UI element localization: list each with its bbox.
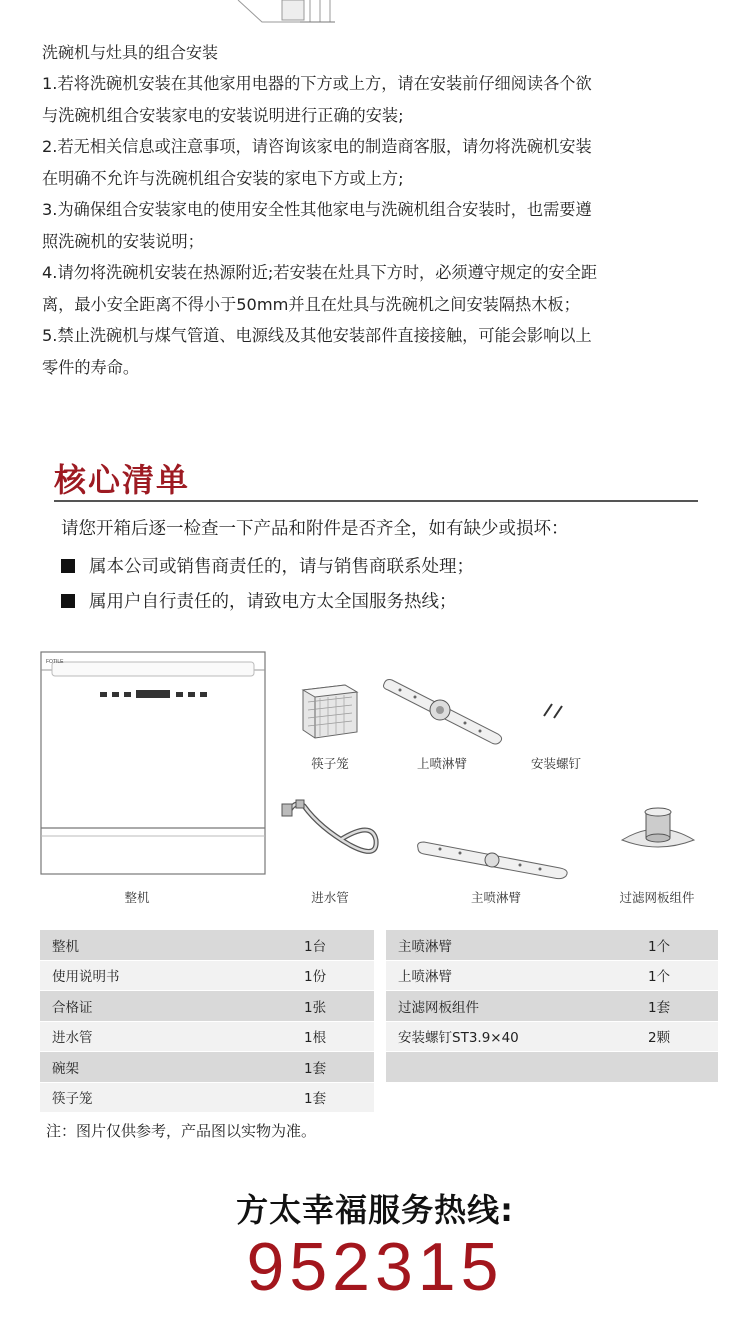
installation-line: 零件的寿命。: [42, 357, 140, 377]
item-qty: 1个: [648, 938, 671, 955]
table-row: [40, 991, 374, 1022]
installation-illustration: [0, 0, 750, 40]
item-qty: 1套: [648, 999, 671, 1016]
table-row: [386, 961, 718, 992]
bullet-text: 属用户自行责任的，请致电方太全国服务热线；: [89, 592, 457, 612]
table-row: [40, 1022, 374, 1053]
installation-line: 3.为确保组合安装家电的使用安全性其他家电与洗碗机组合安装时，也需要遵: [42, 200, 592, 219]
installation-line: 4.请勿将洗碗机安装在热源附近;若安装在灶具下方时，必须遵守规定的安全距: [42, 263, 598, 282]
item-name: 碗架: [52, 1060, 79, 1077]
table-row: [386, 1022, 718, 1053]
table-row: [386, 991, 718, 1022]
table-row: [40, 961, 374, 992]
installation-line: 离，最小安全距离不得小于50mm并且在灶具与洗碗机之间安装隔热木板；: [42, 294, 580, 314]
item-name: 筷子笼: [52, 1091, 93, 1108]
table-row: [40, 1083, 374, 1114]
item-qty: 1份: [304, 969, 327, 986]
dishwasher-machine-image: [41, 652, 265, 874]
upper-spray-arm-image: [384, 680, 502, 745]
item-qty: 1个: [648, 969, 671, 986]
item-name: 主喷淋臂: [398, 938, 452, 955]
installation-line: 2.若无相关信息或注意事项，请咨询该家电的制造商客服，请勿将洗碗机安装: [42, 137, 592, 156]
item-name: 上喷淋臂: [398, 969, 452, 986]
hotline-label: 方太幸福服务热线:: [236, 1191, 514, 1229]
installation-line: 与洗碗机组合安装家电的安装说明进行正确的安装;: [42, 105, 404, 125]
square-bullet-icon: [61, 594, 75, 608]
chopstick-basket-caption: 筷子笼: [311, 756, 349, 771]
installation-line: 照洗碗机的安装说明；: [42, 231, 204, 251]
parts-drawing: [0, 640, 750, 920]
item-qty: 1套: [304, 1091, 327, 1108]
bullet-text: 属本公司或销售商责任的，请与销售商联系处理；: [89, 557, 474, 577]
table-row-empty: [386, 1052, 718, 1083]
hotline-number: 952315: [246, 1229, 504, 1305]
filter-caption: 过滤网板组件: [619, 890, 695, 905]
screws-image: [544, 704, 562, 718]
table-row: [386, 930, 718, 961]
section-divider: [54, 500, 698, 502]
core-list-intro: 请您开箱后逐一检查一下产品和附件是否齐全，如有缺少或损坏：: [61, 519, 569, 539]
item-name: 安装螺钉ST3.9×40: [398, 1030, 519, 1047]
main-spray-arm-caption: 主喷淋臂: [470, 890, 522, 905]
inlet-hose-image: [282, 800, 376, 851]
item-name: 合格证: [52, 999, 93, 1016]
bullet-item: [61, 588, 457, 613]
bullet-item: [61, 553, 474, 578]
core-list-title: 核心清单: [54, 461, 191, 499]
item-qty: 1台: [304, 938, 327, 955]
installation-title: 洗碗机与灶具的组合安装: [42, 43, 219, 62]
upper-spray-arm-caption: 上喷淋臂: [416, 756, 468, 771]
item-qty: 1张: [304, 999, 327, 1016]
installation-line: 在明确不允许与洗碗机组合安装的家电下方或上方;: [42, 168, 404, 188]
screws-caption: 安装螺钉: [530, 756, 582, 771]
item-name: 整机: [52, 938, 79, 955]
item-name: 进水管: [52, 1030, 93, 1047]
item-qty: 2颗: [648, 1030, 671, 1047]
parts-illustrations: [0, 640, 750, 920]
installation-line: 5.禁止洗碗机与煤气管道、电源线及其他安装部件直接接触，可能会影响以上: [42, 326, 592, 345]
filter-assembly-image: [622, 808, 694, 847]
chopstick-basket-image: [303, 685, 357, 738]
machine-caption: 整机: [124, 890, 150, 905]
installation-notes: [42, 38, 712, 383]
disclaimer-note: 注：图片仅供参考，产品图以实物为准。: [46, 1122, 317, 1140]
installation-line: 1.若将洗碗机安装在其他家用电器的下方或上方，请在安装前仔细阅读各个欲: [42, 74, 592, 93]
table-row: [40, 930, 374, 961]
table-row: [40, 1052, 374, 1083]
item-qty: 1根: [304, 1030, 327, 1047]
brand-mark: FOTILE: [46, 659, 64, 665]
item-name: 过滤网板组件: [398, 999, 479, 1016]
inlet-hose-caption: 进水管: [311, 890, 349, 905]
item-table-left: [40, 930, 374, 1113]
square-bullet-icon: [61, 559, 75, 573]
item-name: 使用说明书: [52, 969, 120, 986]
item-qty: 1套: [304, 1060, 327, 1077]
main-spray-arm-image: [418, 842, 568, 879]
item-table-right: [386, 930, 718, 1083]
